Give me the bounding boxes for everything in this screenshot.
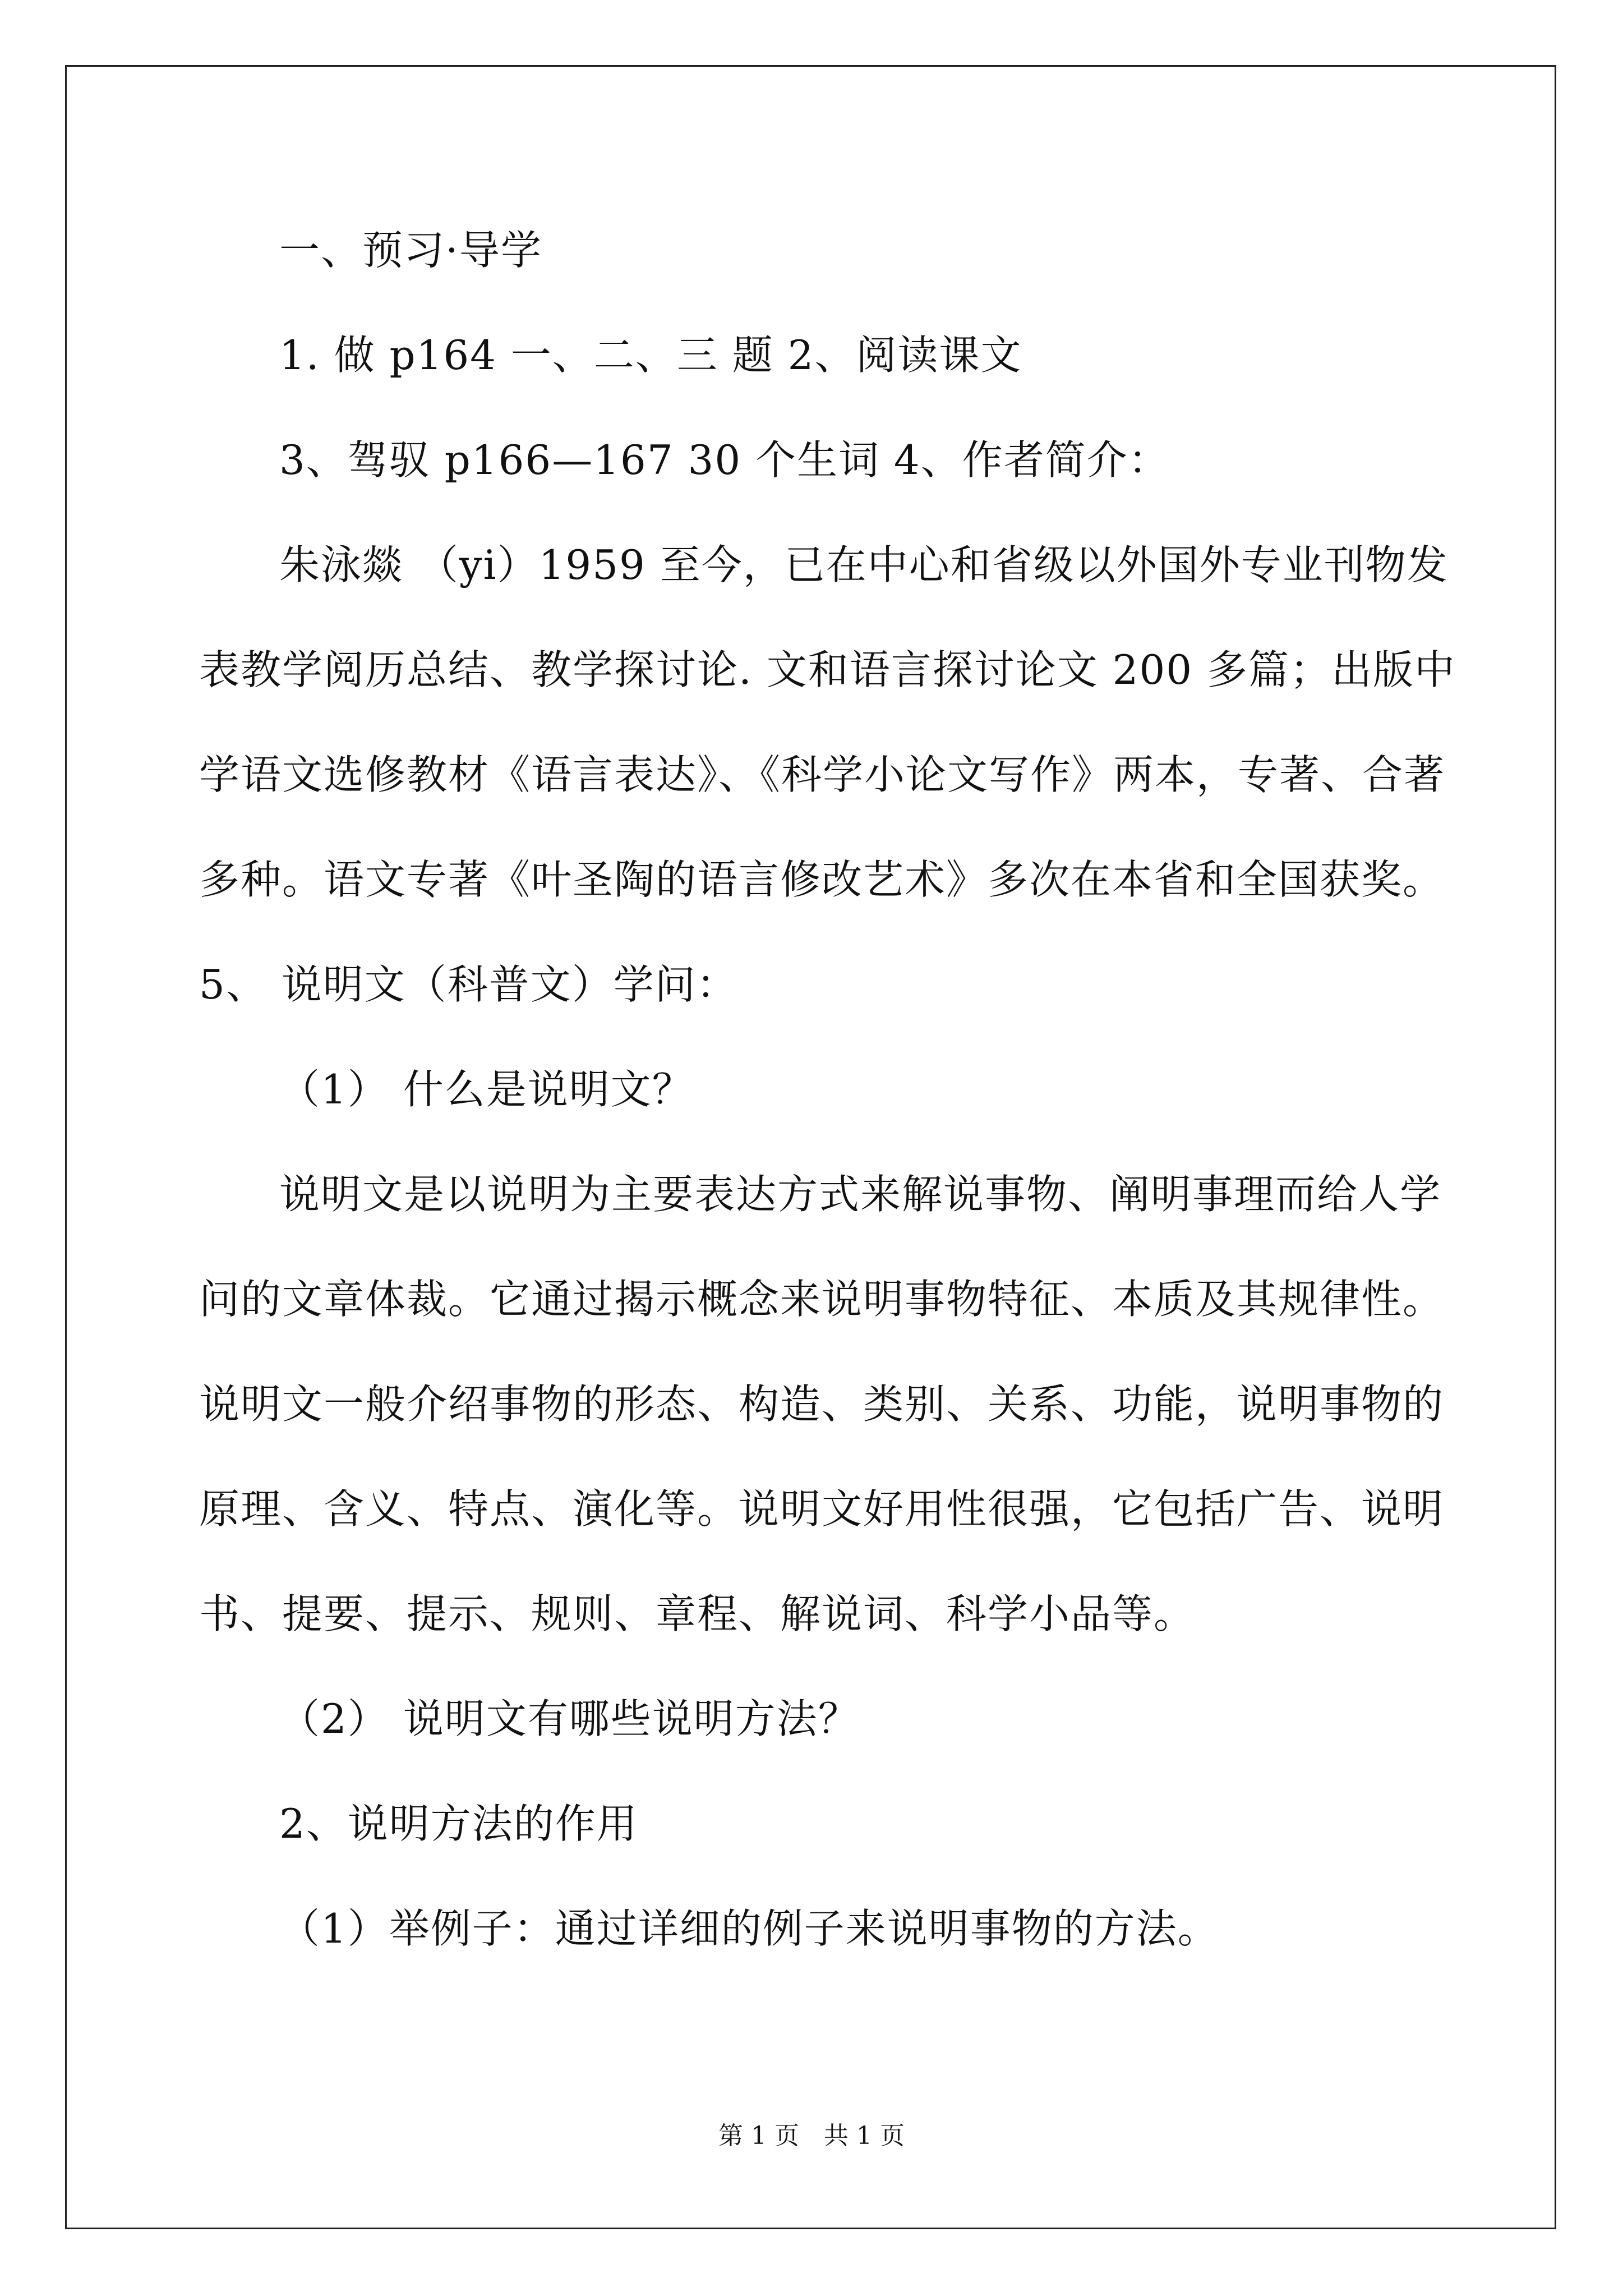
page-total: 共 1 页 bbox=[824, 2122, 905, 2150]
definition-line-1: 说明文是以说明为主要表达方式来解说事物、阐明事理而给人学 bbox=[279, 1171, 1442, 1218]
section-5-heading: 5、 说明文（科普文）学问： bbox=[199, 961, 738, 1008]
definition-line-3: 说明文一般介绍事物的形态、构造、类别、关系、功能，说明事物的 bbox=[199, 1381, 1445, 1428]
question-1-heading: （1） 什么是说明文？ bbox=[279, 1066, 694, 1113]
methods-heading: 2、说明方法的作用 bbox=[279, 1800, 638, 1847]
definition-line-5: 书、提要、提示、规则、章程、解说词、科学小品等。 bbox=[199, 1590, 1196, 1637]
author-intro-line-1: 朱泳燚 （yi）1959 至今，已在中心和省级以外国外专业刊物发 bbox=[279, 541, 1449, 588]
page-footer bbox=[0, 2119, 1623, 2153]
definition-line-2: 问的文章体裁。它通过揭示概念来说明事物特征、本质及其规律性。 bbox=[199, 1276, 1445, 1323]
author-intro-line-2: 表教学阅历总结、教学探讨论. 文和语言探讨论文 200 多篇；出版中 bbox=[199, 646, 1456, 693]
author-intro-line-3: 学语文选修教材《语言表达》、《科学小论文写作》两本，专著、合著 bbox=[199, 751, 1446, 798]
task-line-3: 3、驾驭 p166—167 30 个生词 4、作者简介： bbox=[279, 436, 1170, 484]
task-line-1: 1. 做 p164 一、二、三 题 2、阅读课文 bbox=[279, 332, 1022, 379]
question-2-heading: （2） 说明文有哪些说明方法？ bbox=[279, 1695, 860, 1742]
method-example-line: （1）举例子：通过详细的例子来说明事物的方法。 bbox=[279, 1905, 1219, 1952]
page-number: 第 1 页 bbox=[718, 2122, 799, 2150]
heading-preview-guide: 一、预习·导学 bbox=[279, 227, 542, 274]
definition-line-4: 原理、含义、特点、演化等。说明文好用性很强，它包括广告、说明 bbox=[199, 1485, 1445, 1533]
author-intro-line-4: 多种。语文专著《叶圣陶的语言修改艺术》多次在本省和全国获奖。 bbox=[199, 856, 1445, 903]
